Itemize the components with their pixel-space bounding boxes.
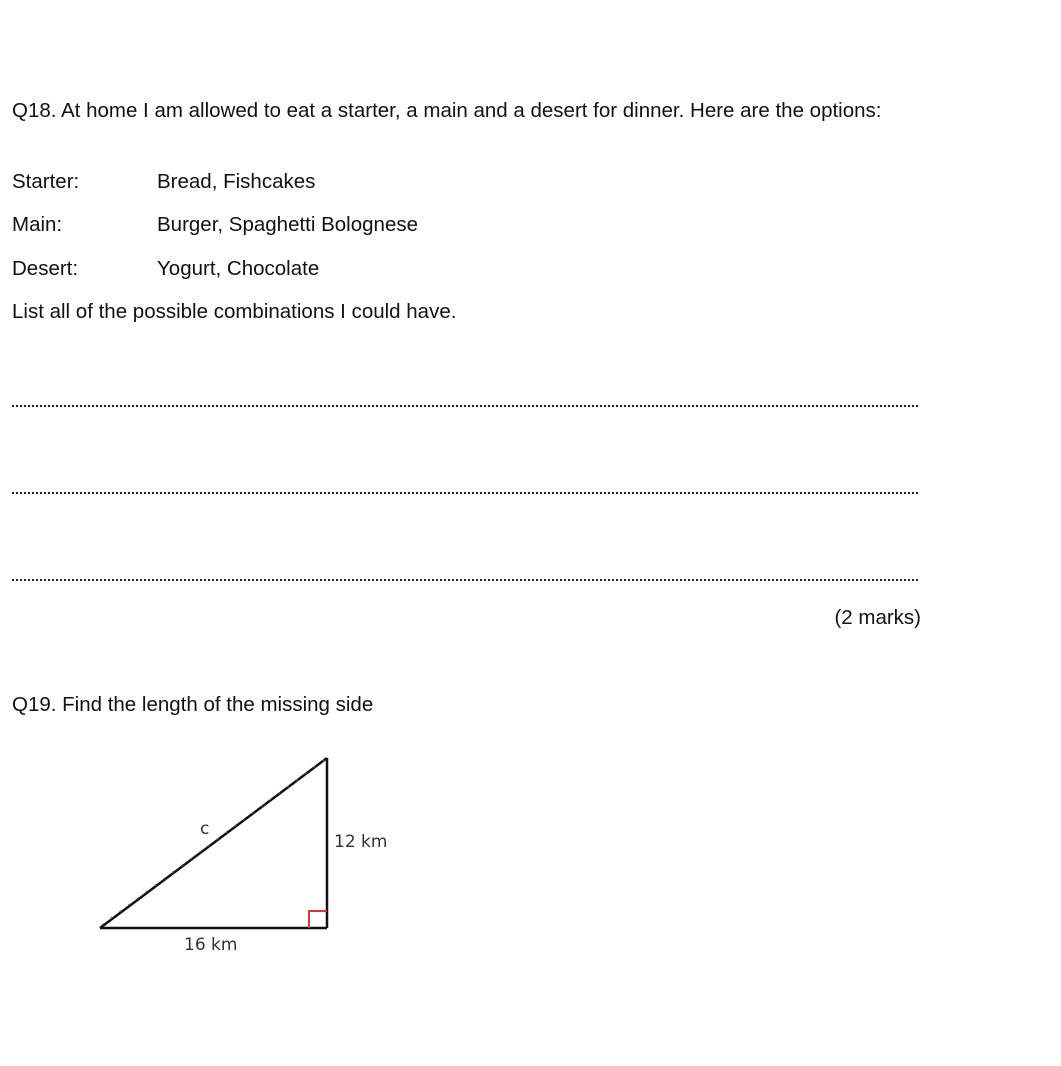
triangle-diagram bbox=[90, 745, 410, 970]
base-side-label: 16 km bbox=[184, 935, 238, 955]
answer-line[interactable] bbox=[12, 579, 918, 581]
q18-intro: Q18. At home I am allowed to eat a starter, a main and a desert for dinner. Here are the options: bbox=[12, 99, 882, 122]
option-label-main: Main: bbox=[12, 213, 63, 236]
option-label-desert: Desert: bbox=[12, 257, 79, 280]
triangle-hypotenuse bbox=[100, 758, 327, 928]
option-value-main: Burger, Spaghetti Bolognese bbox=[157, 213, 418, 236]
vertical-side-label: 12 km bbox=[334, 832, 388, 852]
marks-label: (2 marks) bbox=[834, 606, 921, 629]
answer-line[interactable] bbox=[12, 405, 918, 407]
answer-line[interactable] bbox=[12, 492, 918, 494]
triangle-svg bbox=[90, 745, 410, 970]
right-angle-marker bbox=[309, 911, 327, 928]
q18-instruction: List all of the possible combinations I could have. bbox=[12, 300, 457, 323]
option-label-starter: Starter: bbox=[12, 170, 80, 193]
option-value-desert: Yogurt, Chocolate bbox=[157, 257, 320, 280]
option-value-starter: Bread, Fishcakes bbox=[157, 170, 316, 193]
q19-prompt: Q19. Find the length of the missing side bbox=[12, 693, 374, 716]
hypotenuse-label: c bbox=[200, 819, 210, 839]
